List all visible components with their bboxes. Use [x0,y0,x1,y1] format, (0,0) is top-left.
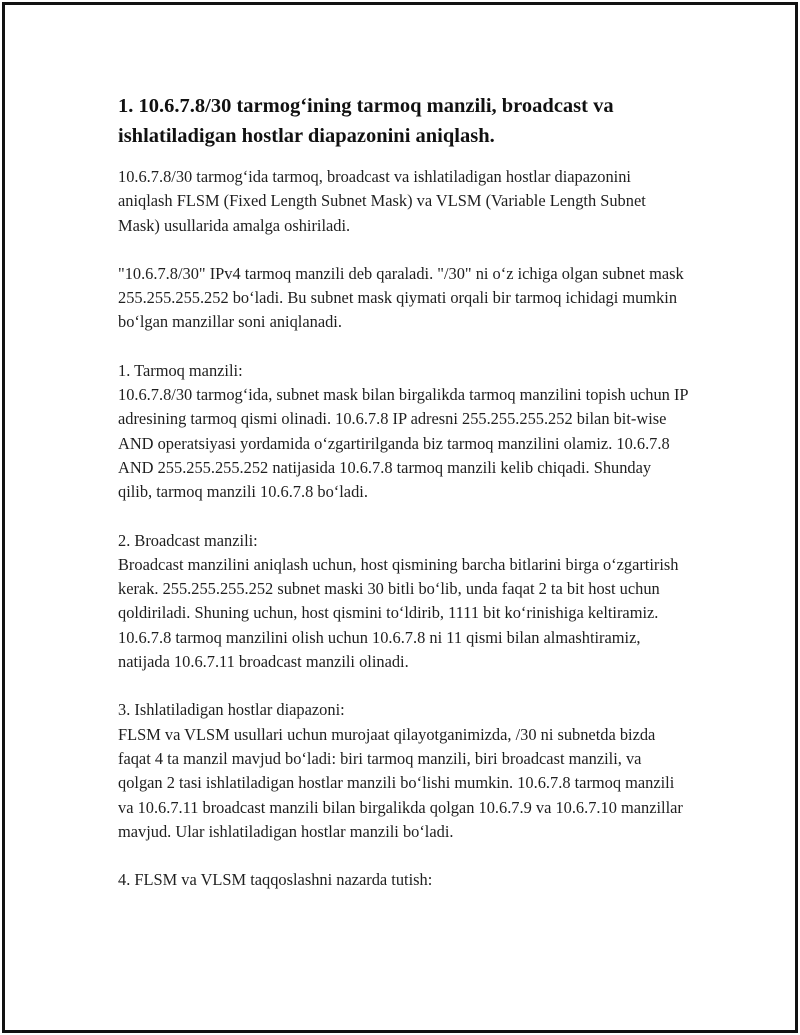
section-text: 10.6.7.8/30 tarmog‘ida, subnet mask bilan birgalikda tarmoq manzilini topish uchun IP adresining tarmoq qismi olinadi. 10.6.7.8 IP adresni 255.255.255.252 bilan bit-wise AND operatsiyasi yordamida o‘zgartirilganda biz tarmoq manzilini olamiz. 10.6.7.8 AND 255.255.255.252 natijasida 10.6.7.8 tarmoq manzili kelib chiqadi. Shunday qilib, tarmoq manzili 10.6.7.8 bo‘ladi. [118,385,688,502]
section-host-range [118,698,688,844]
document-body [118,91,688,916]
section-broadcast-address [118,529,688,675]
section-network-address [118,359,688,505]
mask-paragraph: "10.6.7.8/30" IPv4 tarmoq manzili deb qaraladi. "/30" ni o‘z ichiga olgan subnet mask 255.255.255.252 bo‘ladi. Bu subnet mask qiymati orqali bir tarmoq ichidagi mumkin bo‘lgan manzillar soni aniqlanadi. [118,263,684,332]
section-text: Broadcast manzilini aniqlash uchun, host qismining barcha bitlarini birga o‘zgartirish kerak. 255.255.255.252 subnet maski 30 bitli bo‘lib, unda faqat 2 ta bit host uchun qoldiriladi. Shuning uchun, host qismini to‘ldirib, 1111 bit ko‘rinishiga keltiramiz. 10.6.7.8 tarmoq manzilini olish uchun 10.6.7.8 ni 11 qismi bilan almashtiramiz, natijada 10.6.7.11 broadcast manzili olinadi. [118,554,679,672]
section-heading: 3. Ishlatiladigan hostlar diapazoni: [118,700,345,720]
section-text: FLSM va VLSM usullari uchun murojaat qilayotganimizda, /30 ni subnetda bizda faqat 4 ta manzil mavjud bo‘ladi: biri tarmoq manzili, biri broadcast manzili, va qolgan 2 tasi ishlatiladigan hostlar manzili bo‘lishi mumkin. 10.6.7.8 tarmoq manzili va 10.6.7.11 broadcast manzili bilan birgalikda qolgan 10.6.7.9 va 10.6.7.10 manzillar mavjud. Ular ishlatiladigan hostlar manzili bo‘ladi. [118,724,683,841]
section-flsm-vlsm [118,868,688,892]
section-heading: 4. FLSM va VLSM taqqoslashni nazarda tutish: [118,870,433,890]
section-heading: 1. Tarmoq manzili: [118,360,243,380]
section-heading: 2. Broadcast manzili: [118,530,258,550]
document-title: 1. 10.6.7.8/30 tarmog‘ining tarmoq manzili, broadcast va ishlatiladigan hostlar diapazonini aniqlash. [118,95,614,147]
intro-paragraph: 10.6.7.8/30 tarmog‘ida tarmoq, broadcast va ishlatiladigan hostlar diapazonini aniqlash FLSM (Fixed Length Subnet Mask) va VLSM (Variable Length Subnet Mask) usullarida amalga oshiriladi. [118,167,646,235]
